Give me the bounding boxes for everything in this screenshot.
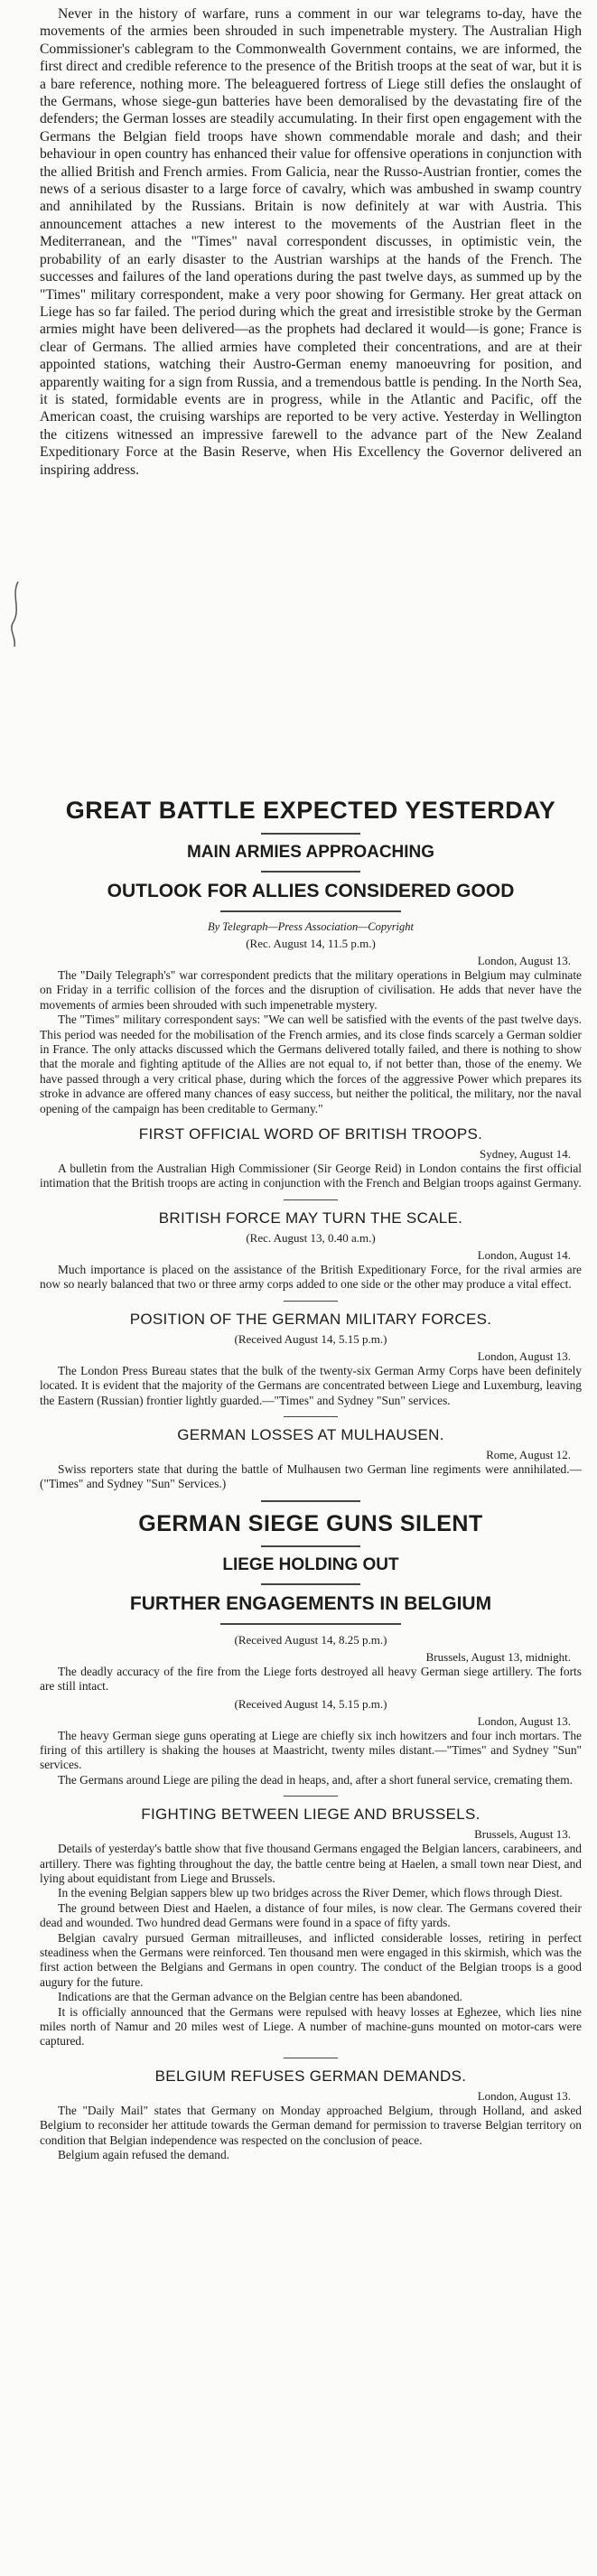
dateline: London, August 13. [477, 954, 571, 967]
received-time: (Received August 14, 5.15 p.m.) [234, 1696, 387, 1711]
received-time: (Received August 14, 5.15 p.m.) [234, 1331, 387, 1346]
dateline: Rome, August 12. [486, 1447, 571, 1461]
article-paragraph: The heavy German siege guns operating at Liege are chiefly six inch howitzers and four inch mortars. The firing of this artillery is shaking the houses at Maastricht, twenty miles distant.—"Times" and Sydney "Sun" services. [40, 1728, 582, 1772]
received-time: (Rec. August 14, 11.5 p.m.) [246, 937, 376, 950]
article-paragraph: Much importance is placed on the assistance of the British Expeditionary Force, for the rival armies are now so nearly balanced that two or three army corps added to one side or the other may produce a vital effect. [40, 1262, 582, 1292]
divider [261, 871, 360, 873]
dateline: London, August 13. [477, 1713, 571, 1728]
divider [284, 1416, 338, 1417]
dateline: Sydney, August 14. [480, 1147, 571, 1162]
article-paragraph: In the evening Belgian sappers blew up two bridges across the River Demer, which flows through Diest. [58, 1886, 563, 1900]
margin-pencil-mark [5, 578, 25, 650]
received-time: (Received August 14, 8.25 p.m.) [234, 1632, 387, 1647]
article-paragraph: The "Times" military correspondent says: "We can well be satisfied with the events of the past twelve days. This period was needed for the mobilisation of the French armies, and its close finds scarcely a German soldier in France. The only attacks discussed which the Germans delivered totally failed, and there is nothing to show that the morale and fighting aptitude of the Allies are not equal to, if not better than, those of the enemy. We have passed through a very critical phase, during which the forces of the aggressive Power which prepares its stroke in advance are offered many chances of easy success, but neither the political, the military, nor the naval opening of the campaign has been creditable to Germany." [40, 1013, 582, 1115]
intro-summary [40, 5, 582, 479]
divider [284, 1301, 338, 1302]
dateline: Brussels, August 13, midnight. [425, 1649, 571, 1664]
headline-great-battle: GREAT BATTLE EXPECTED YESTERDAY [65, 797, 556, 824]
received-time: (Rec. August 13, 0.40 a.m.) [246, 1230, 376, 1245]
divider [261, 833, 360, 835]
article-paragraph: It is officially announced that the Germans were repulsed with heavy losses at Eghezee, which lies nine miles north of Namur and 20 miles west of Liege. A number of machine-guns mounted on motor-cars were captured. [40, 2004, 582, 2049]
article-paragraph: Indications are that the German advance on the Belgian centre has been abandoned. [58, 1990, 463, 2004]
dateline: London, August 14. [477, 1247, 571, 1262]
article-paragraph: The deadly accuracy of the fire from the Liege forts destroyed all heavy German siege artillery. The forts are still intact. [40, 1664, 582, 1694]
article-paragraph: Belgian cavalry pursued German mitrailleuses, and inflicted considerable losses, retiring in perfect steadiness when the Germans were reinforced. Ten thousand men were engaged in this skirmish, which was the first action between the Belgians and Germans in open country. The conduct of the Belgian troops is a good augury for the future. [40, 1930, 582, 1989]
divider [261, 1545, 360, 1547]
article-paragraph: Belgium again refused the demand. [58, 2148, 230, 2162]
intro-paragraph: Never in the history of warfare, runs a comment in our war telegrams to-day, have the movements of the armies been shrouded in such impenetrable mystery. The Australian High Commissioner's cablegram to the Commonwealth Government contains, we are informed, the first direct and credible reference to the presence of the British troops at the seat of war, but it is a bare reference, nothing more. The beleaguered fortress of Liege still defies the onslaught of the Germans, whose siege-gun batteries have been demoralised by the devastating fire of the defenders; the German losses are steadily accumulating. In their first open engagement with the Germans the Belgian field troops have shown commendable morale and dash; and their behaviour in open country has enhanced their value for offensive operations in conjunction with the allied British and French armies. From Galicia, near the Russo-Austrian frontier, comes the news of a serious disaster to a large force of cavalry, which was ambushed in swamp country and annihilated by the Russians. Britain is now definitely at war with Austria. This announcement attaches a new interest to the movements of the Austrian fleet in the Mediterranean, and the "Times" naval correspondent discusses, in optimistic vein, the probability of an early disaster to the Austrian warships at the hands of the French. The successes and failures of the land operations during the past twelve days, as summed up by the "Times" military correspondent, make a very poor showing for Germany. Her great attack on Liege has so far failed. The period during which the great and irresistible stroke by the German armies might have been delivered—as the prophets had declared it would—is gone; France is clear of Germans. The allied armies have completed their concentrations, and are at their appointed stations, watching their Austro-German enemy manoeuvring for position, and apparently waiting for a sign from Russia, and a tremendous battle is pending. In the North Sea, it is stated, formidable events are in progress, while in the Atlantic and Pacific, off the American coast, the cruising warships are reported to be very active. Yesterday in Wellington the citizens witnessed an impressive farewell to the advance part of the New Zealand Expeditionary Force at the Basin Reserve, when His Excellency the Governor delivered an inspiring address. [40, 6, 582, 478]
subhead-liege-brussels: FIGHTING BETWEEN LIEGE AND BRUSSELS. [141, 1806, 480, 1824]
headline-liege-holding: LIEGE HOLDING OUT [222, 1554, 399, 1574]
headline-further-engagements: FURTHER ENGAGEMENTS IN BELGIUM [129, 1592, 492, 1614]
war-news-section [40, 788, 582, 2162]
article-paragraph: The ground between Diest and Haelen, a distance of four miles, is now clear. The Germans covered their dead and wounded. Two hundred dead Germans were found in a space of fifty yards. [40, 1900, 582, 1930]
subhead-belgium-refuses: BELGIUM REFUSES GERMAN DEMANDS. [154, 2067, 467, 2085]
dateline: London, August 13. [477, 2088, 571, 2103]
subhead-german-positions: POSITION OF THE GERMAN MILITARY FORCES. [129, 1310, 492, 1328]
headline-outlook: OUTLOOK FOR ALLIES CONSIDERED GOOD [107, 881, 515, 901]
article-paragraph: The "Daily Telegraph's" war correspondent predicts that the military operations in Belgium may culminate on Friday in a terrific collision of the forces and the disruption of civilisation. He adds that never have the movements of armies been shrouded with such impenetrable mystery. [40, 968, 582, 1012]
divider [284, 1199, 338, 1200]
subhead-british-force: BRITISH FORCE MAY TURN THE SCALE. [158, 1209, 463, 1227]
divider [220, 910, 401, 912]
dateline: Brussels, August 13. [474, 1827, 571, 1842]
dateline: London, August 13. [477, 1349, 571, 1363]
article-paragraph: A bulletin from the Australian High Commissioner (Sir George Reid) in London contains the first official intimation that the British troops are acting in conjunction with the French and Belgian troops against Germany. [40, 1162, 582, 1190]
subhead-mulhausen: GERMAN LOSSES AT MULHAUSEN. [177, 1425, 444, 1443]
headline-main-armies: MAIN ARMIES APPROACHING [186, 843, 435, 862]
article-paragraph: The Germans around Liege are piling the dead in heaps, and, after a short funeral service, cremating them. [58, 1772, 573, 1787]
article-paragraph: Details of yesterday's battle show that five thousand Germans engaged the Belgian lancers, carabineers, and artillery. There was fighting throughout the day, the battle centre being at Haelen, a small town near Diest, and lying about equidistant from Liege and Brussels. [40, 1842, 582, 1885]
article-paragraph: The London Press Bureau states that the bulk of the twenty-six German Army Corps have been definitely located. It is evident that the majority of the Germans are concentrated between Liege and Luxemburg, leaving the Eastern (Russian) frontier lightly guarded.—"Times" and Sydney "Sun" services. [40, 1363, 582, 1407]
article-paragraph: The "Daily Mail" states that Germany on Monday approached Belgium, through Holland, and asked Belgium to reconsider her attitude towards the German demand for permission to traverse Belgian territory on condition that Belgian independence was respected on the conclusion of peace. [40, 2103, 582, 2147]
divider [261, 1500, 360, 1502]
byline: By Telegraph—Press Association—Copyright [207, 920, 414, 933]
subhead-first-official-word: FIRST OFFICIAL WORD OF BRITISH TROOPS. [138, 1125, 483, 1143]
article-paragraph: Swiss reporters state that during the battle of Mulhausen two German line regiments were annihilated.—("Times" and Sydney "Sun" Services.) [40, 1461, 582, 1491]
divider [284, 1796, 338, 1797]
divider [220, 1623, 401, 1625]
headline-siege-guns: GERMAN SIEGE GUNS SILENT [138, 1510, 483, 1536]
divider [261, 1583, 360, 1585]
